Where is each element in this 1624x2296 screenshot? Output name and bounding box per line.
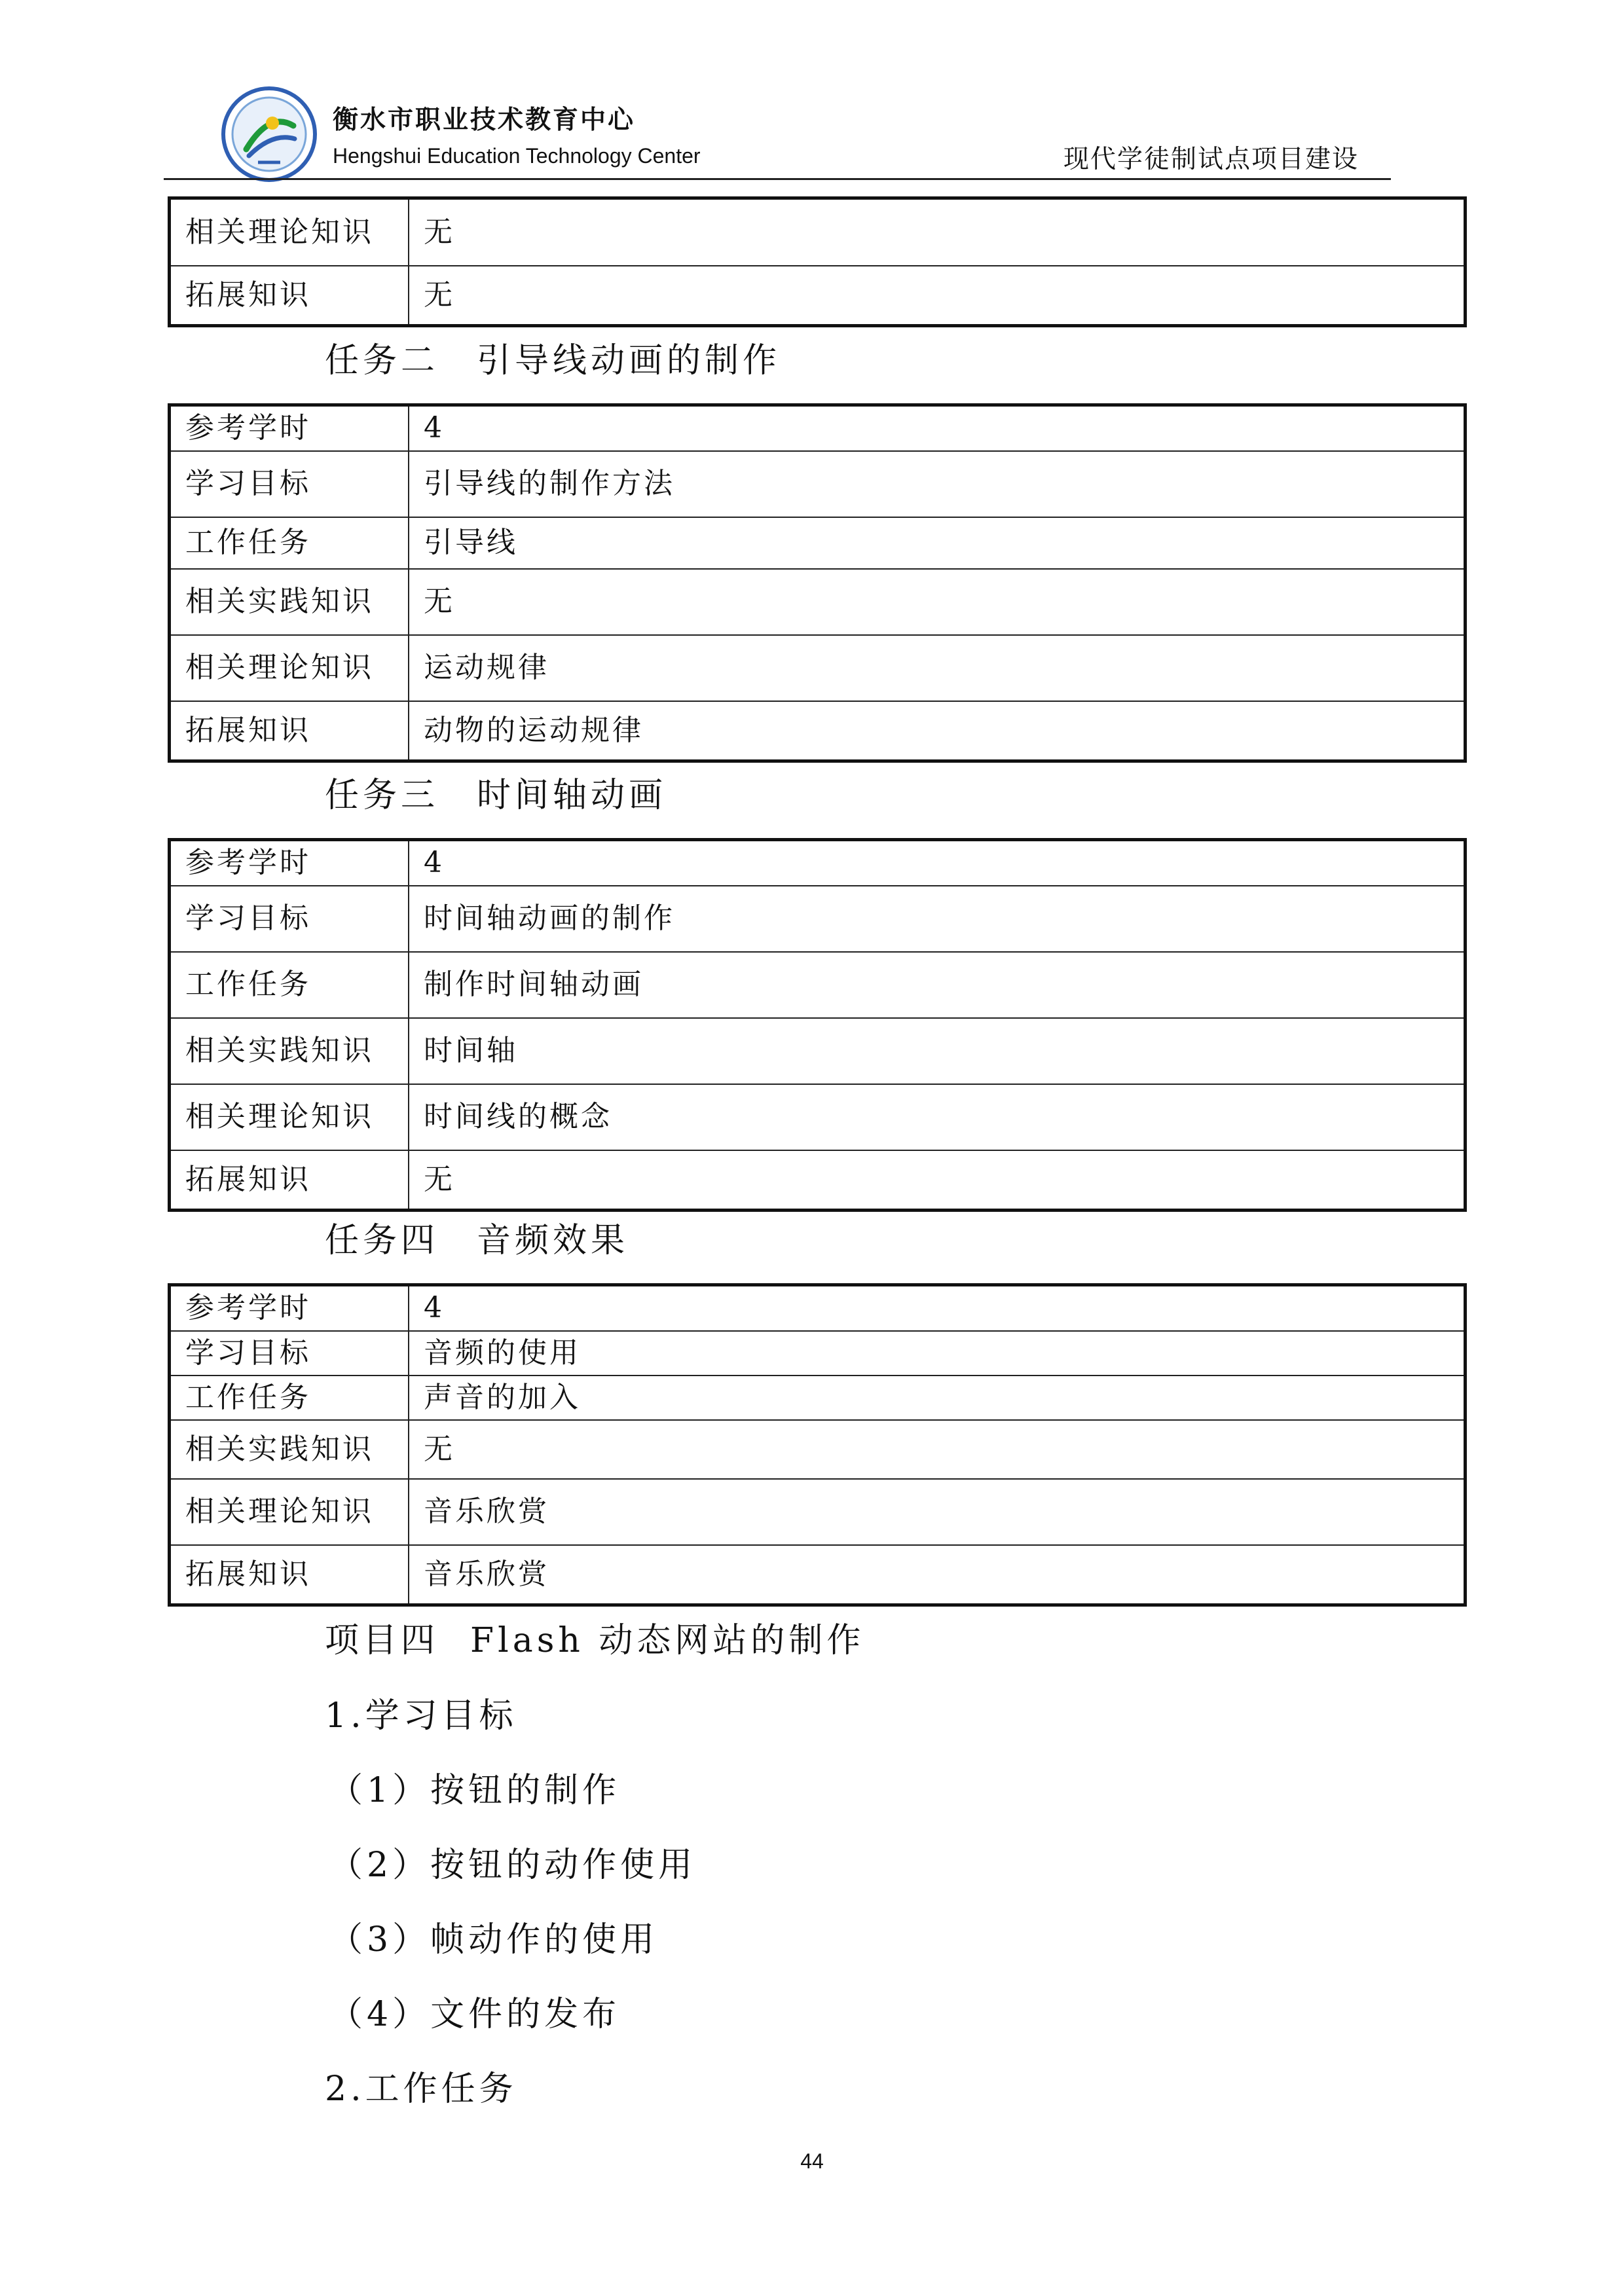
page-number: 44 bbox=[800, 2149, 824, 2173]
row-key: 学习目标 bbox=[170, 886, 409, 952]
row-value: 动物的运动规律 bbox=[409, 701, 1466, 761]
row-key: 相关理论知识 bbox=[170, 198, 409, 266]
row-key: 参考学时 bbox=[170, 840, 409, 886]
row-value: 音乐欣赏 bbox=[409, 1545, 1466, 1605]
table-row bbox=[170, 1018, 1466, 1084]
task-heading bbox=[325, 1212, 629, 1262]
table-row bbox=[170, 1084, 1466, 1150]
table-row bbox=[170, 886, 1466, 952]
goal-item: （1）按钮的制作 bbox=[329, 1771, 621, 1810]
goal-item: （2）按钮的动作使用 bbox=[329, 1846, 697, 1885]
row-key: 拓展知识 bbox=[170, 1545, 409, 1605]
header-divider bbox=[164, 178, 1391, 180]
row-value: 无 bbox=[409, 569, 1466, 635]
row-value: 时间轴 bbox=[409, 1018, 1466, 1084]
row-key: 学习目标 bbox=[170, 451, 409, 517]
org-name-cn: 衡水市职业技术教育中心 bbox=[333, 105, 636, 135]
row-key: 参考学时 bbox=[170, 405, 409, 451]
org-name-en: Hengshui Education Technology Center bbox=[333, 144, 701, 168]
table-row bbox=[170, 1420, 1466, 1479]
row-key: 学习目标 bbox=[170, 1331, 409, 1376]
project-heading bbox=[325, 1613, 864, 1662]
task-title: 时间轴动画 bbox=[477, 776, 667, 815]
row-key: 相关理论知识 bbox=[170, 1084, 409, 1150]
table-row bbox=[170, 1150, 1466, 1211]
table-row bbox=[170, 1285, 1466, 1331]
table-row bbox=[170, 198, 1466, 266]
row-value: 时间轴动画的制作 bbox=[409, 886, 1466, 952]
row-key: 相关理论知识 bbox=[170, 1479, 409, 1545]
goal-item: （3）帧动作的使用 bbox=[329, 1920, 659, 1959]
table-row bbox=[170, 405, 1466, 451]
row-key: 参考学时 bbox=[170, 1285, 409, 1331]
task-number: 任务三 bbox=[325, 776, 439, 815]
row-key: 相关实践知识 bbox=[170, 569, 409, 635]
row-value: 无 bbox=[409, 266, 1466, 326]
row-value: 音乐欣赏 bbox=[409, 1479, 1466, 1545]
row-value: 4 bbox=[409, 405, 1466, 451]
table-row bbox=[170, 635, 1466, 701]
row-value: 引导线的制作方法 bbox=[409, 451, 1466, 517]
school-logo-icon bbox=[220, 85, 318, 183]
row-key: 拓展知识 bbox=[170, 266, 409, 326]
row-value: 无 bbox=[409, 198, 1466, 266]
row-key: 工作任务 bbox=[170, 1376, 409, 1420]
row-key: 相关实践知识 bbox=[170, 1018, 409, 1084]
row-key: 工作任务 bbox=[170, 517, 409, 569]
table-continued bbox=[168, 196, 1467, 327]
goal-item: （4）文件的发布 bbox=[329, 1995, 621, 2034]
task-heading bbox=[325, 333, 781, 382]
task-number: 任务四 bbox=[325, 1221, 439, 1260]
task-title: 音频效果 bbox=[477, 1221, 629, 1260]
row-key: 拓展知识 bbox=[170, 1150, 409, 1211]
table-row bbox=[170, 1479, 1466, 1545]
row-value: 引导线 bbox=[409, 517, 1466, 569]
row-key: 拓展知识 bbox=[170, 701, 409, 761]
row-value: 时间线的概念 bbox=[409, 1084, 1466, 1150]
task-title: 引导线动画的制作 bbox=[477, 341, 781, 380]
row-value: 4 bbox=[409, 1285, 1466, 1331]
row-value: 运动规律 bbox=[409, 635, 1466, 701]
task-table bbox=[168, 838, 1467, 1212]
row-value: 4 bbox=[409, 840, 1466, 886]
goal-heading: 1.学习目标 bbox=[325, 1696, 517, 1736]
row-value: 无 bbox=[409, 1420, 1466, 1479]
table-row bbox=[170, 1331, 1466, 1376]
row-value: 制作时间轴动画 bbox=[409, 952, 1466, 1018]
task-heading bbox=[325, 767, 667, 816]
row-key: 相关理论知识 bbox=[170, 635, 409, 701]
table-row bbox=[170, 569, 1466, 635]
table-row bbox=[170, 517, 1466, 569]
row-value: 音频的使用 bbox=[409, 1331, 1466, 1376]
task-section-heading: 2.工作任务 bbox=[325, 2069, 517, 2109]
task-table bbox=[168, 1283, 1467, 1607]
task-table bbox=[168, 403, 1467, 763]
table-row bbox=[170, 952, 1466, 1018]
row-value: 声音的加入 bbox=[409, 1376, 1466, 1420]
row-key: 相关实践知识 bbox=[170, 1420, 409, 1479]
table-row bbox=[170, 451, 1466, 517]
project-title: Flash 动态网站的制作 bbox=[470, 1621, 865, 1660]
task-number: 任务二 bbox=[325, 341, 439, 380]
row-key: 工作任务 bbox=[170, 952, 409, 1018]
header-project-title: 现代学徒制试点项目建设 bbox=[1063, 145, 1359, 174]
table-row bbox=[170, 1376, 1466, 1420]
table-row bbox=[170, 840, 1466, 886]
project-number: 项目四 bbox=[325, 1621, 439, 1660]
table-row bbox=[170, 1545, 1466, 1605]
table-row bbox=[170, 266, 1466, 326]
table-row bbox=[170, 701, 1466, 761]
row-value: 无 bbox=[409, 1150, 1466, 1211]
